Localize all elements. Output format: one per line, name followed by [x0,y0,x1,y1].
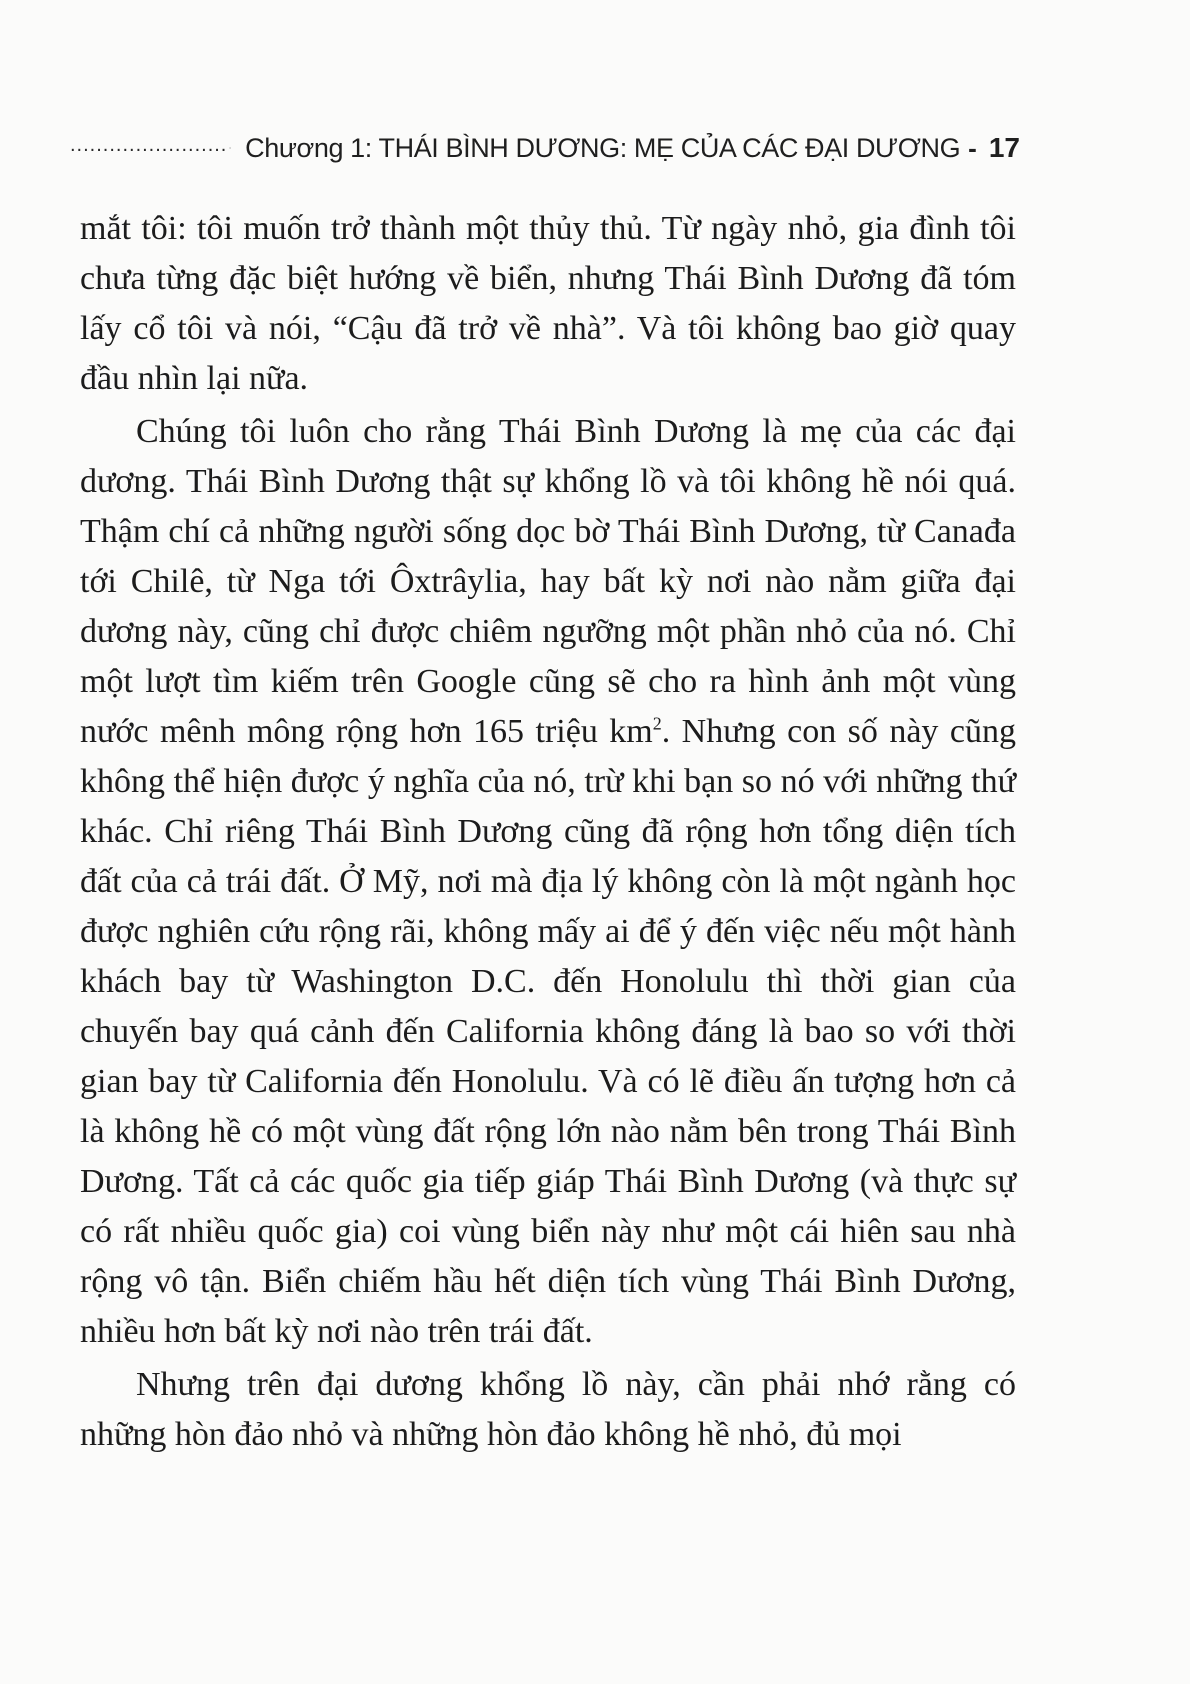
header-separator: - [968,132,977,163]
paragraph-2 [80,407,1016,1357]
superscript-2: 2 [652,713,662,734]
paragraph-2-text-a: Chúng tôi luôn cho rằng Thái Bình Dương là mẹ của các đại dương. Thái Bình Dương thật sự khổng lồ và tôi không hề nói quá. Thậm chí cả những người sống dọc bờ Thái Bình Dương, từ Canađa tới Chilê, từ Nga tới Ôxtrâylia, hay bất kỳ nơi nào nằm giữa đại dương này, cũng chỉ được chiêm ngưỡng một phần nhỏ của nó. Chỉ một lượt tìm kiếm trên Google cũng sẽ cho ra hình ảnh một vùng nước mênh mông rộng hơn 165 triệu km [80,413,1016,750]
paragraph-2-text-b: . Nhưng con số này cũng không thể hiện được ý nghĩa của nó, trừ khi bạn so nó với những thứ khác. Chỉ riêng Thái Bình Dương cũng đã rộng hơn tổng diện tích đất của cả trái đất. Ở Mỹ, nơi mà địa lý không còn là một ngành học được nghiên cứu rộng rãi, không mấy ai để ý đến việc nếu một hành khách bay từ Washington D.C. đến Honolulu thì thời gian của chuyến bay quá cảnh đến California không đáng là bao so với thời gian bay từ California đến Honolulu. Và có lẽ điều ấn tượng hơn cả là không hề có một vùng đất rộng lớn nào nằm bên trong Thái Bình Dương. Tất cả các quốc gia tiếp giáp Thái Bình Dương (và thực sự có rất nhiều quốc gia) coi vùng biển này như một cái hiên sau nhà rộng vô tận. Biển chiếm hầu hết diện tích vùng Thái Bình Dương, nhiều hơn bất kỳ nơi nào trên trái đất. [80,713,1016,1350]
page-number: 17 [988,132,1020,163]
paragraph-1: mắt tôi: tôi muốn trở thành một thủy thủ. Từ ngày nhỏ, gia đình tôi chưa từng đặc biệt hướng về biển, nhưng Thái Bình Dương đã tóm lấy cổ tôi và nói, “Cậu đã trở về nhà”. Và tôi không bao giờ quay đầu nhìn lại nữa. [80,210,1016,397]
running-header [70,126,1020,170]
dotted-leader: ........................ [70,134,228,156]
page-body [80,204,1016,1460]
paragraph-3: Nhưng trên đại dương khổng lồ này, cần phải nhớ rằng có những hòn đảo nhỏ và những hòn đảo không hề nhỏ, đủ mọi [80,1366,1016,1453]
chapter-title: Chương 1: THÁI BÌNH DƯƠNG: MẸ CỦA CÁC ĐẠI DƯƠNG [245,132,961,163]
arrow-right-icon [229,140,231,156]
